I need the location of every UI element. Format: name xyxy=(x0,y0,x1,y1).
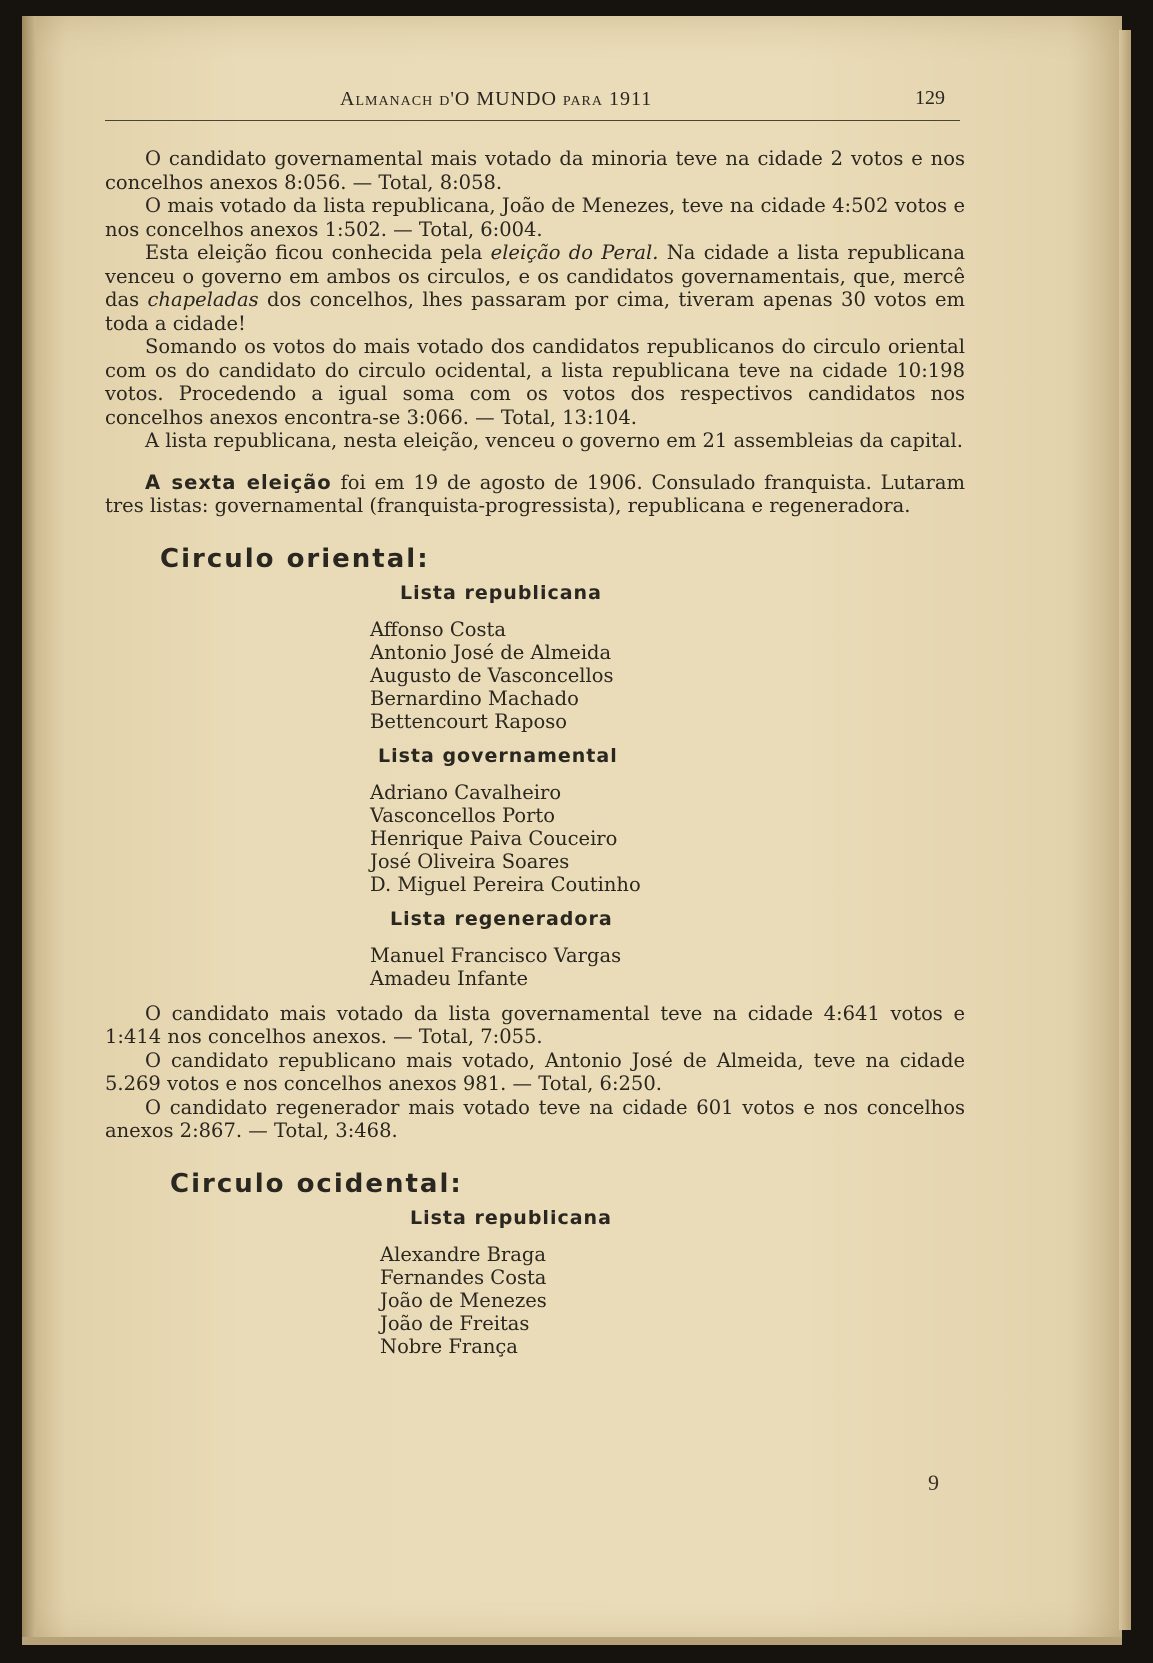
candidate-name: D. Miguel Pereira Coutinho xyxy=(370,872,641,896)
peral-text-1: Esta eleição ficou conhecida pela xyxy=(145,241,491,264)
list-heading: Lista republicana xyxy=(410,1206,612,1229)
section-heading-ocidental: Circulo ocidental: xyxy=(170,1168,463,1199)
peral-emphasis-2: chapeladas xyxy=(147,288,259,311)
candidate-name: Amadeu Infante xyxy=(370,966,529,990)
paragraph: O mais votado da lista republicana, João de Menezes, teve na cidade 4:502 votos e nos concelhos anexos 1:502. — Total, 6:004. xyxy=(105,194,965,241)
paragraph: Somando os votos do mais votado dos candidatos republicanos do circulo oriental com os do candidato do circulo ocidental, a lista republicana teve na cidade 10:198 votos. Procedendo a igual soma com os votos dos respectivos candidatos nos concelhos anexos encontra-se 3:066. — Total, 13:104. xyxy=(105,335,965,429)
candidate-name: Affonso Costa xyxy=(370,617,506,641)
page-gutter xyxy=(22,16,36,1644)
paragraph-result: O candidato republicano mais votado, Antonio José de Almeida, teve na cidade 5.269 votos e nos concelhos anexos 981. — Total, 6:250. xyxy=(105,1048,965,1095)
paragraph-result: O candidato mais votado da lista governamental teve na cidade 4:641 votos e 1:414 nos concelhos anexos. — Total, 7:055. xyxy=(105,1001,965,1048)
list-republicana-ocidental xyxy=(380,1207,965,1358)
list-regeneradora-oriental xyxy=(370,908,965,990)
list-heading: Lista regeneradora xyxy=(390,907,613,930)
name-list xyxy=(370,944,965,990)
paragraph: O candidato governamental mais votado da minoria teve na cidade 2 votos e nos concelhos anexos 8:056. — Total, 8:058. xyxy=(105,147,965,194)
name-list xyxy=(370,618,965,733)
page-edge xyxy=(1119,30,1131,1630)
running-header xyxy=(105,70,960,121)
candidate-name: Alexandre Braga xyxy=(380,1242,546,1266)
running-title: Almanach d'O MUNDO para 1911 xyxy=(340,88,653,110)
list-governamental-oriental xyxy=(370,745,965,896)
paragraph-sexta xyxy=(105,471,965,518)
candidate-name: João de Freitas xyxy=(380,1311,530,1335)
signature-mark: 9 xyxy=(928,1470,939,1495)
candidate-name: Antonio José de Almeida xyxy=(370,640,612,664)
page-number: 129 xyxy=(915,87,945,109)
section-heading-oriental: Circulo oriental: xyxy=(160,543,430,574)
list-heading: Lista governamental xyxy=(378,744,618,767)
candidate-name: José Oliveira Soares xyxy=(370,849,570,873)
peral-text-3: dos concelhos, lhes passaram por cima, tiveram apenas 30 votos em toda a cidade! xyxy=(105,288,965,335)
list-heading: Lista republicana xyxy=(400,581,602,604)
candidate-name: Manuel Francisco Vargas xyxy=(370,943,622,967)
candidate-name: Nobre França xyxy=(380,1334,518,1358)
list-republicana-oriental xyxy=(370,582,965,733)
page-bottom-edge xyxy=(22,1637,1122,1645)
candidate-name: Adriano Cavalheiro xyxy=(370,780,562,804)
paragraph: A lista republicana, nesta eleição, venceu o governo em 21 assembleias da capital. xyxy=(145,429,963,452)
name-list xyxy=(370,781,965,896)
name-list xyxy=(380,1243,965,1358)
paragraph-result: O candidato regenerador mais votado teve na cidade 601 votos e nos concelhos anexos 2:867. — Total, 3:468. xyxy=(105,1095,965,1142)
candidate-name: Fernandes Costa xyxy=(380,1265,547,1289)
candidate-name: João de Menezes xyxy=(380,1288,547,1312)
peral-text-2: Na cidade a lista republicana venceu o governo em ambos os circulos, e os candidatos governamentais, que, mercê das xyxy=(105,241,965,311)
candidate-name: Bernardino Machado xyxy=(370,686,579,710)
sexta-text: foi em 19 de agosto de 1906. Consulado franquista. Lutaram tres listas: governamental (franquista-progressista), republicana e regeneradora. xyxy=(105,470,965,517)
candidate-name: Henrique Paiva Couceiro xyxy=(370,826,618,850)
page-content xyxy=(105,70,965,1370)
paragraph-peral xyxy=(105,241,965,335)
peral-emphasis-1: eleição do Peral. xyxy=(490,241,659,264)
candidate-name: Bettencourt Raposo xyxy=(370,709,567,733)
sexta-lead: A sexta eleição xyxy=(145,470,332,494)
candidate-name: Vasconcellos Porto xyxy=(370,803,555,827)
candidate-name: Augusto de Vasconcellos xyxy=(370,663,614,687)
